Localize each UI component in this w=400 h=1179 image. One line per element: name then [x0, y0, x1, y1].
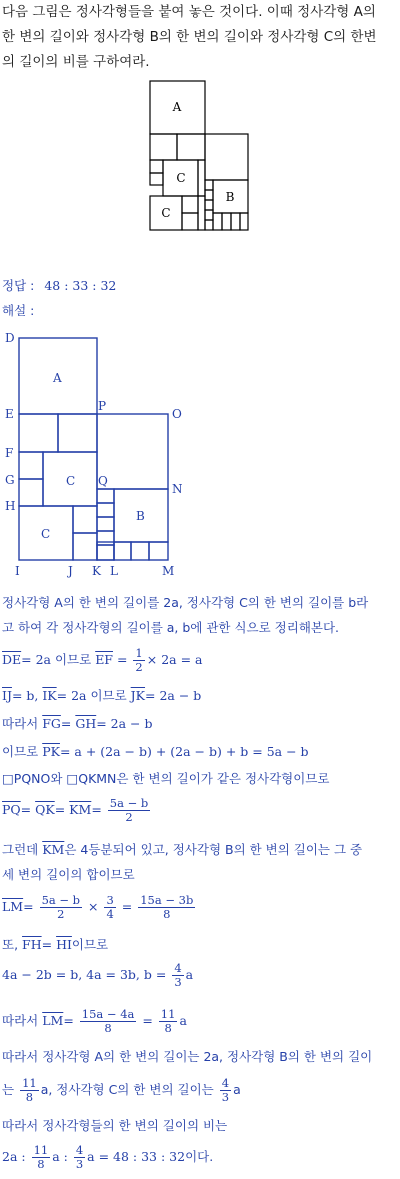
- sol-line-18: 2a : $\frac{11}{8}$ a : $\frac{4}{3}$ a = 48 : 33 : 32이다.: [2, 1143, 214, 1171]
- answer-value: 48 : 33 : 32: [44, 278, 117, 293]
- question-line-1: 다음 그림은 정사각형들을 붙여 놓은 것이다. 이때 정사각형 A의: [2, 4, 376, 20]
- sol-line-12: 또, $\overline{FH}= \overline{HI}$이므로: [2, 937, 109, 952]
- answer-row: [2, 276, 116, 294]
- sol-line-4: $\overline{IJ}= b$, $\overline{IK}= 2a$ 이므로 $\overline{JK}= 2a - b$: [2, 688, 202, 703]
- point-label-l: L: [110, 564, 118, 578]
- fraction: $\frac{11}{8}$: [22, 1076, 37, 1104]
- fraction: $\frac{4}{3}$: [174, 961, 182, 989]
- point-label-d: D: [5, 331, 15, 345]
- fraction: $\frac{15a - 3b}{8}$: [140, 893, 194, 921]
- point-label-g: G: [5, 473, 15, 487]
- sol-line-15: 따라서 정사각형 A의 한 변의 길이는 2a, 정사각형 B의 한 변의 길이: [2, 1049, 373, 1064]
- question-line-3: 의 길이의 비를 구하여라.: [2, 54, 150, 70]
- square-c-label: C: [66, 474, 76, 488]
- sol-line-1: 정사각형 A의 한 변의 길이를 2a, 정사각형 C의 한 변의 길이를 b라: [2, 595, 369, 610]
- square-a-label: A: [53, 371, 62, 385]
- sol-line-8: $\overline{PQ}= \overline{QK}= \overline{KM}=$ $\frac{5a - b}{2}$: [2, 796, 149, 824]
- fraction: $\frac{4}{3}$: [75, 1143, 84, 1171]
- fraction: $\frac{4}{3}$: [221, 1076, 230, 1104]
- fraction: $\frac{5a - b}{2}$: [109, 796, 149, 824]
- point-label-n: N: [172, 482, 183, 496]
- sol-line-14: 따라서 $\overline{LM}=$ $\frac{15a - 4a}{8}$ = $\frac{11}{8}$ a: [2, 1007, 187, 1035]
- fraction: $\frac{15a - 4a}{8}$: [81, 1007, 135, 1035]
- explanation-label: 해설 :: [2, 303, 35, 318]
- sol-line-17: 따라서 정사각형들의 한 변의 길이의 비는: [2, 1118, 228, 1133]
- sol-line-11: $\overline{LM}=$ $\frac{5a - b}{2}$ × $\frac{3}{4}$ = $\frac{15a - 3b}{8}$: [2, 893, 194, 921]
- square-c-label: C: [176, 171, 186, 185]
- point-label-i: I: [15, 564, 20, 578]
- square-c-label: C: [161, 206, 171, 220]
- fraction: $\frac{5a - b}{2}$: [41, 893, 81, 921]
- point-label-m: M: [162, 564, 175, 578]
- sol-line-5: 따라서 $\overline{FG}= \overline{GH}= 2a - b$: [2, 716, 153, 731]
- fraction: $\frac{1}{2}$: [135, 646, 143, 674]
- question-line-2: 한 변의 길이와 정사각형 B의 한 변의 길이와 정사각형 C의 한변: [2, 29, 377, 45]
- figure-labeled-squares: [0, 326, 200, 582]
- point-label-j: J: [68, 564, 73, 578]
- sol-line-13: 4a − 2b = b, 4a = 3b, b = $\frac{4}{3}$ a: [2, 961, 194, 989]
- sol-line-2: 고 하여 각 정사각형의 길이를 a, b에 관한 식으로 정리해본다.: [2, 620, 340, 635]
- sol-line-10: 세 변의 길이의 합이므로: [2, 867, 135, 882]
- sol-line-7: □PQNO와 □QKMN은 한 변의 길이가 같은 정사각형이므로: [2, 771, 330, 786]
- point-label-q: Q: [98, 474, 108, 488]
- point-label-p: P: [98, 399, 107, 413]
- fraction: $\frac{11}{8}$: [33, 1143, 49, 1171]
- point-label-o: O: [172, 407, 182, 421]
- point-label-h: H: [5, 499, 16, 513]
- point-label-k: K: [92, 564, 101, 578]
- answer-label: 정답 :: [2, 278, 35, 293]
- fraction: $\frac{11}{8}$: [160, 1007, 176, 1035]
- sol-line-3: $\overline{DE}= 2a$ 이므로 $\overline{EF}$ = $\frac{1}{2}$ × 2a = a: [2, 646, 203, 674]
- fraction: $\frac{3}{4}$: [106, 893, 114, 921]
- sol-line-16: 는 $\frac{11}{8}$ a, 정사각형 C의 한 변의 길이는 $\frac{4}{3}$ a: [2, 1076, 241, 1104]
- point-label-f: F: [5, 446, 14, 460]
- sol-line-6: 이므로 $\overline{PK}= a + (2a - b) + (2a - b) + b = 5a - b$: [2, 744, 309, 759]
- figure-squares: [145, 80, 255, 235]
- square-c-label: C: [41, 527, 51, 541]
- square-b-label: B: [136, 509, 145, 523]
- square-a-label: A: [172, 100, 182, 114]
- square-b-label: B: [225, 190, 235, 204]
- point-label-e: E: [5, 407, 14, 421]
- sol-line-9: 그런데 $\overline{KM}$은 4등분되어 있고, 정사각형 B의 한 변의 길이는 그 중: [2, 842, 363, 857]
